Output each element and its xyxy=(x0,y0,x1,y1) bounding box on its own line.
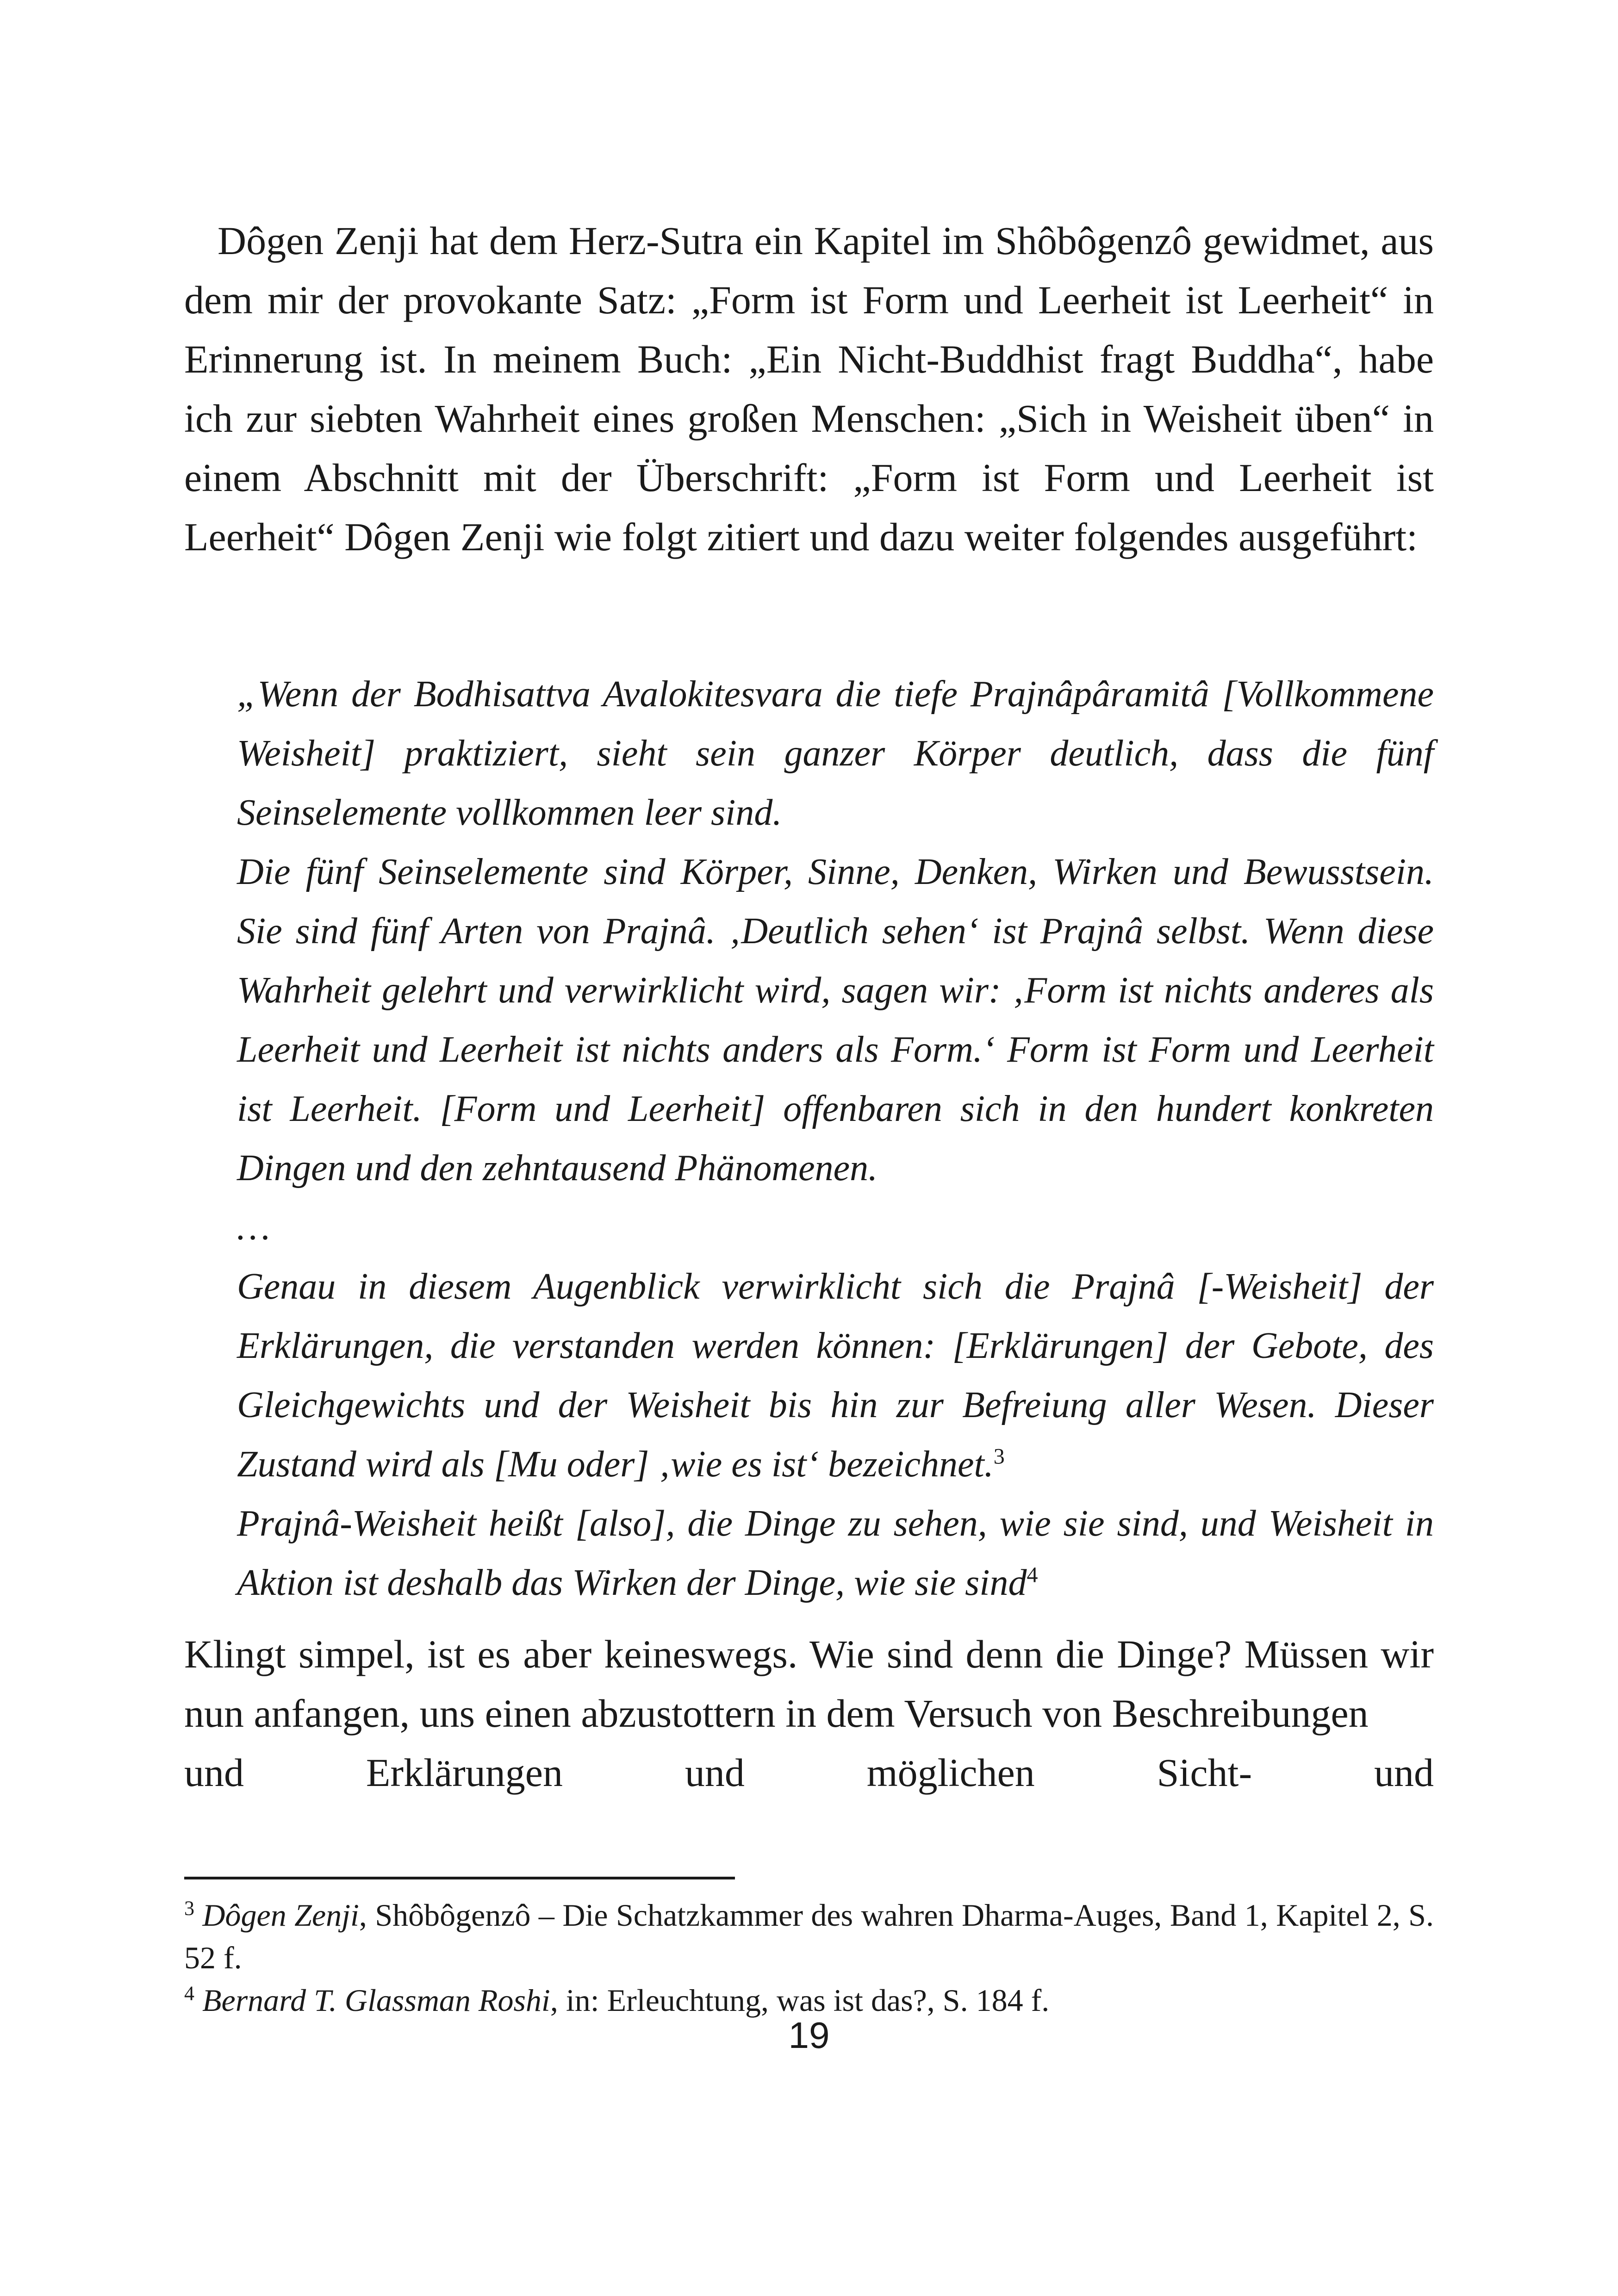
quote-line-4-text: Prajnâ-Weisheit heißt [also], die Dinge zu sehen, wie sie sind, und Weisheit in Aktion ist deshalb das Wirken der Dinge, wie sie sind xyxy=(237,1503,1434,1603)
page-number: 19 xyxy=(788,2015,830,2056)
paragraph-2-last-line: und Erklärungen und möglichen Sicht- und xyxy=(184,1750,1434,1795)
footnote-ref-4: 4 xyxy=(1027,1562,1038,1587)
paragraph-2-text: Klingt simpel, ist es aber keineswegs. Wie sind denn die Dinge? Müssen wir nun anfangen, uns einen abzustottern in dem Versuch von Beschreibungen xyxy=(184,1632,1434,1736)
footnote-number: 3 xyxy=(184,1897,194,1920)
footnotes xyxy=(184,1894,1434,2022)
quote-line-1: „Wenn der Bodhisattva Avalokitesvara die tiefe Prajnâpâramitâ [Vollkommene Weisheit] praktiziert, sieht sein ganzer Körper deutlich, dass die fünf Seinselemente vollkommen leer sind. xyxy=(237,674,1434,833)
footnote-text: , in: Erleuchtung, was ist das?, S. 184 f. xyxy=(550,1983,1050,2018)
footnote-author: Bernard T. Glassman Roshi xyxy=(202,1983,550,2018)
quote-line-3-text: Genau in diesem Augenblick verwirklicht sich die Prajnâ [-Weisheit] der Erklärungen, die verstanden werden können: [Erklärungen] der Gebote, des Gleichgewichts und der Weisheit bis hin zur Befreiung aller Wesen. Dieser Zustand wird als [Mu oder] ‚wie es ist‘ bezeichnet. xyxy=(237,1266,1434,1485)
footnote-divider xyxy=(184,1877,735,1879)
block-quote xyxy=(237,665,1434,1612)
footnote-ref-3: 3 xyxy=(993,1444,1005,1469)
footnote-text: , Shôbôgenzô – Die Schatzkammer des wahren Dharma-Auges, Band 1, Kapitel 2, S. 52 f. xyxy=(184,1898,1434,1975)
quote-line-3 xyxy=(237,1257,1434,1494)
quote-line-4 xyxy=(237,1494,1434,1612)
body-paragraph-2 xyxy=(184,1624,1434,1802)
quote-line-2: Die fünf Seinselemente sind Körper, Sinne, Denken, Wirken und Bewusstsein. Sie sind fünf Arten von Prajnâ. ‚Deutlich sehen‘ ist Prajnâ selbst. Wenn diese Wahrheit gelehrt und verwirklicht wird, sagen wir: ‚Form ist nichts anderes als Leerheit und Leerheit ist nichts anders als Form.‘ Form ist Form und Leerheit ist Leerheit. [Form und Leerheit] offenbaren sich in den hundert konkreten Dingen und den zehntausend Phänomenen. xyxy=(237,852,1434,1188)
footnote-3 xyxy=(184,1894,1434,1979)
quote-ellipsis: … xyxy=(237,1207,270,1248)
body-paragraph-1: Dôgen Zenji hat dem Herz-Sutra ein Kapitel im Shôbôgenzô gewidmet, aus dem mir der provokante Satz: „Form ist Form und Leerheit ist Leerheit“ in Erinnerung ist. In meinem Buch: „Ein Nicht-Buddhist fragt Buddha“, habe ich zur siebten Wahrheit eines großen Menschen: „Sich in Weisheit üben“ in einem Abschnitt mit der Überschrift: „Form ist Form und Leerheit ist Leerheit“ Dôgen Zenji wie folgt zitiert und dazu weiter folgendes ausgeführt: xyxy=(184,218,1434,559)
footnote-number: 4 xyxy=(184,1982,194,2005)
footnote-author: Dôgen Zenji xyxy=(202,1898,359,1933)
